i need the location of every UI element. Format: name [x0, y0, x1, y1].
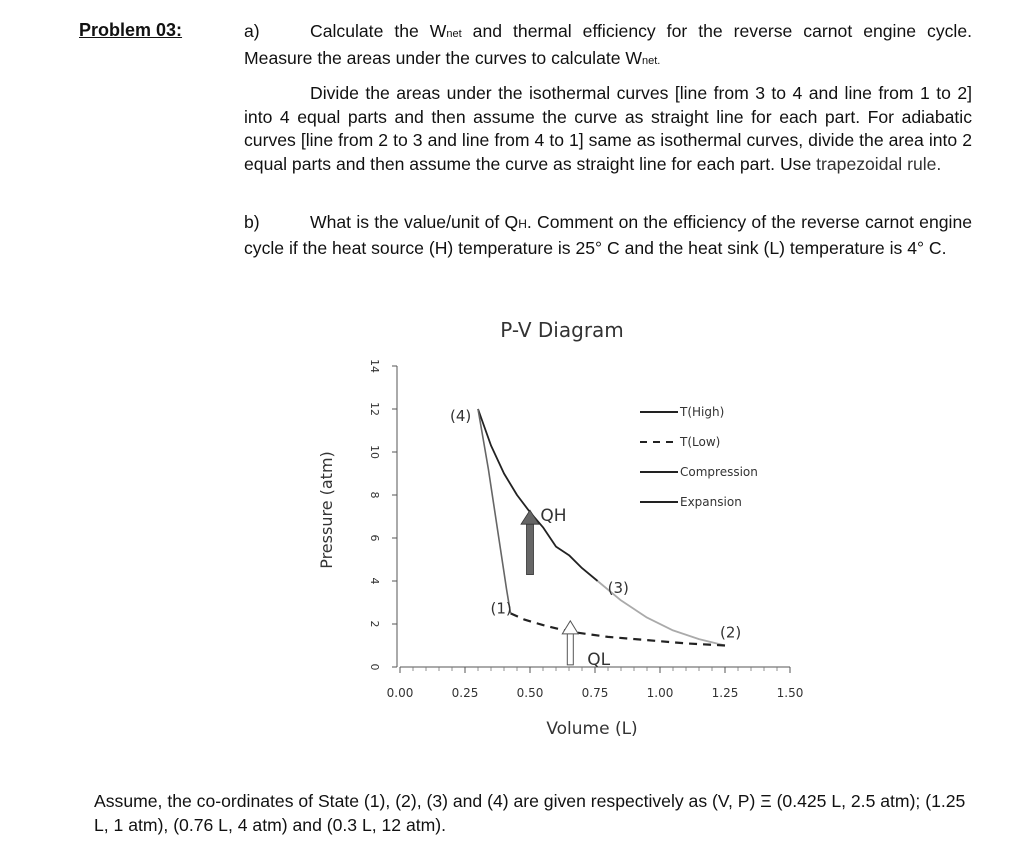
x-axis-label: Volume (L) [546, 719, 638, 739]
series-compression [478, 409, 511, 613]
legend-label: Compression [680, 465, 758, 479]
part-a-text-1: Calculate the W [310, 21, 447, 41]
y-tick-label: 12 [368, 402, 381, 416]
x-tick-label: 1.00 [646, 686, 674, 700]
x-tick-label: 1.50 [776, 686, 804, 700]
pv-diagram [300, 310, 820, 760]
y-tick-label: 2 [368, 620, 381, 628]
y-tick-label: 14 [368, 359, 381, 373]
part-a-marker: a) [244, 21, 260, 41]
qh-label: QH [540, 505, 567, 526]
series-t-high [478, 409, 598, 581]
x-tick-label: 0.00 [386, 686, 414, 700]
problem-label: Problem 03: [79, 20, 183, 40]
x-tick-label: 1.25 [711, 686, 739, 700]
x-tick-label: 0.50 [516, 686, 544, 700]
legend-label: Expansion [680, 495, 742, 509]
ql-arrow-shaft [567, 630, 573, 665]
wnet-subscript-1: net [446, 28, 462, 40]
part-b-text-2: . Comment on the efficiency of the reverse carnot engine cycle if the heat source (H) temperature is 25° C and the heat sink (L) temperature is 4° C. [244, 212, 973, 258]
y-tick-label: 10 [368, 445, 381, 459]
state-label: (1) [490, 599, 512, 618]
qh-arrow-head [521, 510, 539, 524]
state-label: (3) [607, 579, 629, 597]
legend-label: T(High) [680, 405, 725, 419]
x-tick-label: 0.75 [581, 686, 609, 700]
state-label: (4) [450, 407, 472, 425]
part-a-question [244, 20, 972, 73]
y-tick-label: 8 [368, 491, 381, 499]
y-tick-label: 6 [368, 534, 381, 542]
part-b-text-1: What is the value/unit of Q [310, 212, 519, 232]
instructions-text: Divide the areas under the isothermal curves [line from 3 to 4 and line from 1 to 2] into 4 equal parts and then assume the curve as straight line for each part. For adiabatic curves [line from 2 to 3 and line from 4 to 1] same as isothermal curves, divide the area into 2 equal parts and then assume the curve as straight line for each part. Use [244, 83, 972, 174]
assumption-text: Assume, the co-ordinates of State (1), (2), (3) and (4) are given respectively as (V, P) Ξ (0.425 L, 2.5 atm); (1.25 L, 1 atm), (0.76 L, 4 atm) and (0.3 L, 12 atm). [94, 791, 966, 835]
qh-subscript: H [518, 217, 527, 231]
part-a-instructions [244, 82, 972, 176]
y-axis-label: Pressure (atm) [317, 451, 336, 569]
qh-arrow-shaft [527, 520, 534, 574]
part-a-text-2: and thermal efficiency for the reverse carnot engine cycle. Measure the areas under the curves to calculate W [244, 21, 972, 68]
chart-title: P-V Diagram [500, 318, 624, 342]
y-tick-label: 4 [368, 577, 381, 585]
wnet-subscript-2: net. [642, 54, 661, 67]
ql-label: QL [587, 649, 611, 670]
state-label: (2) [720, 623, 742, 642]
y-tick-label: 0 [368, 663, 381, 671]
series-t-low [511, 613, 726, 645]
legend-label: T(Low) [680, 435, 721, 449]
part-b-marker: b) [244, 212, 260, 232]
trapezoidal-rule-text: trapezoidal rule. [816, 153, 942, 174]
x-tick-label: 0.25 [451, 686, 479, 700]
ql-arrow-head [562, 621, 578, 634]
part-b-question [244, 211, 972, 260]
